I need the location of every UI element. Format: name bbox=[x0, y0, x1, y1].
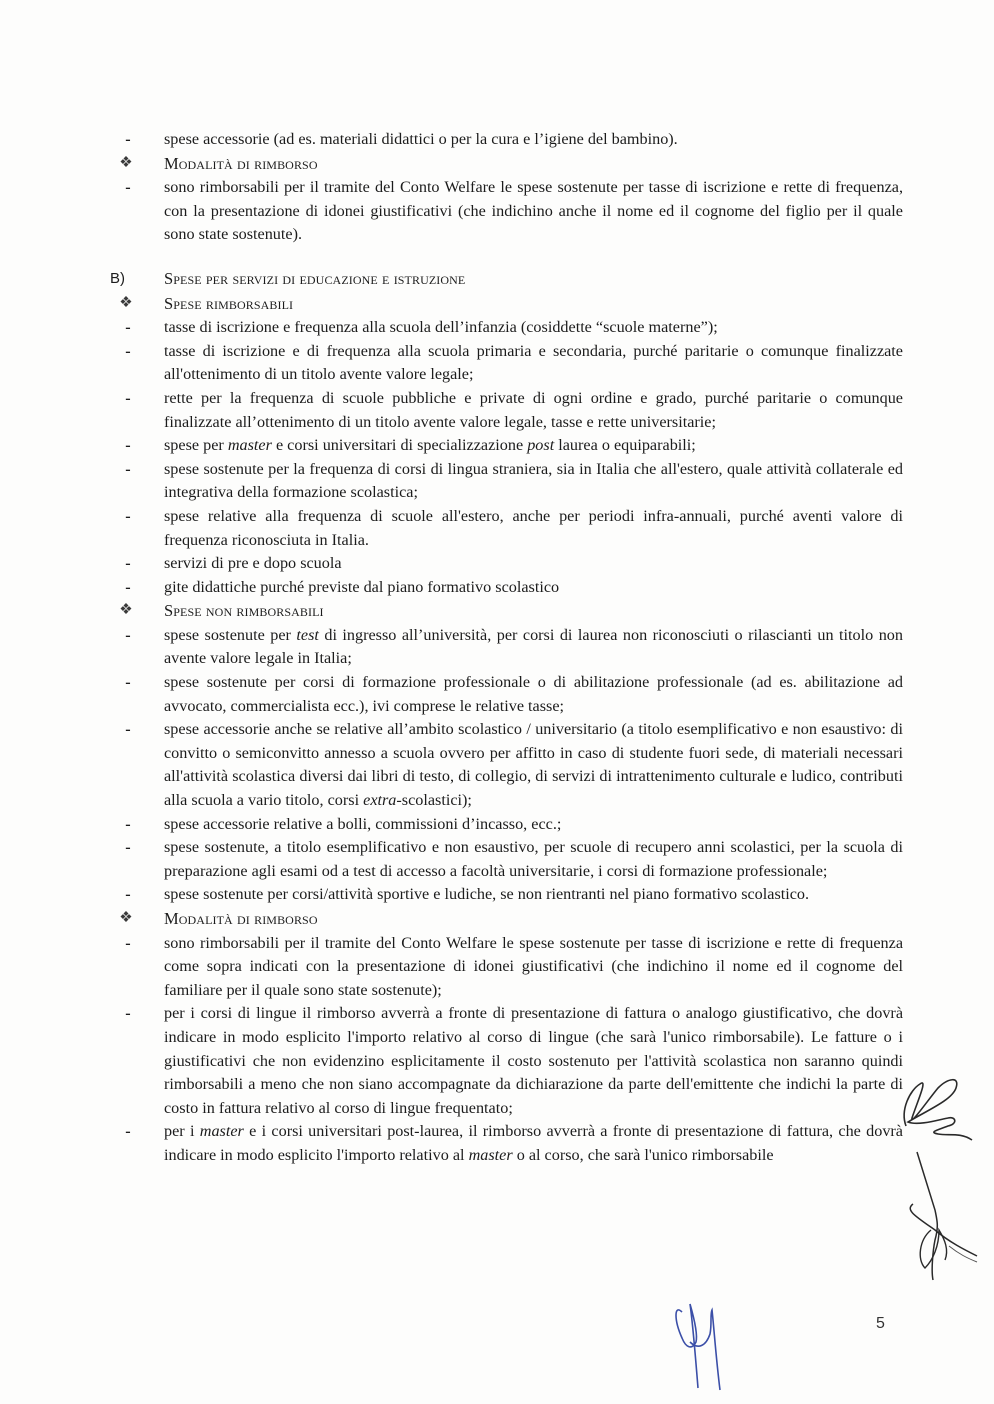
list-item-text: spese accessorie relative a bolli, commissioni d’incasso, ecc.; bbox=[164, 814, 562, 833]
list-item bbox=[118, 932, 903, 1003]
dash-bullet-icon: - bbox=[125, 838, 131, 857]
list-item-text: spese per master e corsi universitari di specializzazione post laurea o equiparabili; bbox=[164, 436, 696, 455]
list-item bbox=[118, 671, 903, 718]
list-item-text: servizi di pre e dopo scuola bbox=[164, 554, 342, 573]
list-item bbox=[118, 883, 903, 907]
list-item bbox=[118, 1120, 903, 1167]
list-item bbox=[118, 813, 903, 837]
page-number: 5 bbox=[876, 1315, 885, 1332]
list-item bbox=[118, 176, 903, 247]
list-item-text: per i master e i corsi universitari post-laurea, il rimborso avverrà a fronte di presentazione di fattura, che dovrà indicare in modo esplicito l'importo relativo al master o al corso, che sarà l'unico rimborsabile bbox=[164, 1122, 903, 1164]
list-item-text: spese sostenute per test di ingresso all’università, per corsi di laurea non riconosciuti o rilascianti un titolo non avente valore legale in Italia; bbox=[164, 625, 903, 668]
list-item-text: spese sostenute, a titolo esemplificativo e non esaustivo, per scuole di recupero anni scolastici, per la scuola di preparazione agli esami od a test di accesso a facoltà universitarie, i corsi di formazione professionale; bbox=[164, 838, 903, 880]
diamond-bullet-icon: ❖ bbox=[119, 602, 133, 619]
list-item-text: gite didattiche purché previste dal piano formativo scolastico bbox=[164, 577, 560, 596]
dash-bullet-icon: - bbox=[125, 506, 131, 525]
list-item bbox=[118, 387, 903, 434]
list-item-text: per i corsi di lingue il rimborso avverrà a fronte di presentazione di fattura o analogo giustificativo, che dovrà indicare in modo esplicito l'importo relativo al corso di lingue (che sarà l'unico rimborsabile). Le fatture o i giustificativi che non evidenzino esplicitamente il costo sostenuto per l'attività scolastica non saranno quindi rimborsabili a meno che non siano accompagnate da dichiarazione da parte dell'emittente che indichi la parte di costo in fattura relativo al corso di lingue frequentato; bbox=[164, 1004, 903, 1117]
heading-text: Modalità di rimborso bbox=[164, 909, 318, 928]
dash-bullet-icon: - bbox=[125, 885, 131, 904]
dash-bullet-icon: - bbox=[125, 341, 131, 360]
list-item bbox=[118, 836, 903, 883]
list-item bbox=[118, 340, 903, 387]
list-item bbox=[118, 718, 903, 812]
list-item-text: spese sostenute per corsi/attività sportive e ludiche, se non rientranti nel piano formativo scolastico. bbox=[164, 885, 810, 904]
signature-initials-black-top bbox=[898, 1070, 978, 1150]
subsection-heading bbox=[118, 599, 903, 624]
dash-bullet-icon: - bbox=[125, 178, 131, 197]
dash-bullet-icon: - bbox=[125, 625, 131, 644]
document-body bbox=[110, 128, 903, 1168]
list-item-text: spese accessorie anche se relative all’ambito scolastico / universitario (a titolo esemplificativo e non esaustivo: di convitto o semiconvitto annesso a scuola ovvero per affitto in caso di studente fuori sede, di materiali necessari all'attività scolastica diversi dai libri di testo, di collegio, di servizi di intrattenimento culturale e ludico, contributi alla scuola a vario titolo, corsi extra-scolastici); bbox=[164, 720, 903, 810]
heading-text: Spese non rimborsabili bbox=[164, 601, 324, 621]
dash-bullet-icon: - bbox=[125, 436, 131, 455]
dash-bullet-icon: - bbox=[125, 459, 131, 478]
dash-bullet-icon: - bbox=[125, 1122, 131, 1141]
section-label: B) bbox=[110, 269, 125, 287]
dash-bullet-icon: - bbox=[125, 933, 131, 952]
dash-bullet-icon: - bbox=[125, 1004, 131, 1023]
list-item-text: sono rimborsabili per il tramite del Conto Welfare le spese sostenute per tasse di iscrizione e rette di frequenza, con la presentazione di idonei giustificativi (che indichino anche il nome ed il cognome del figlio per il quale sono state sostenute). bbox=[164, 178, 903, 244]
list-item bbox=[118, 1002, 903, 1120]
list-item bbox=[118, 505, 903, 552]
diamond-bullet-icon: ❖ bbox=[119, 910, 133, 926]
list-item bbox=[118, 624, 903, 671]
subsection-heading bbox=[118, 152, 903, 177]
list-item bbox=[118, 316, 903, 340]
signature-initials-blue bbox=[668, 1298, 738, 1398]
list-item-text: tasse di iscrizione e di frequenza alla scuola primaria e secondaria, purché paritarie o comunque finalizzate all'ottenimento di un titolo avente valore legale; bbox=[164, 341, 903, 384]
list-item-text: spese relative alla frequenza di scuole all'estero, anche per periodi infra-annuali, purché aventi valore di frequenza riconosciuta in Italia. bbox=[164, 506, 903, 549]
list-item bbox=[118, 434, 903, 458]
dash-bullet-icon: - bbox=[125, 577, 131, 596]
list-item-text: rette per la frequenza di scuole pubbliche e private di ogni ordine e grado, purché paritarie o comunque finalizzate all’ottenimento di un titolo avente valore legale, tasse e rette universitarie; bbox=[164, 388, 903, 431]
list-item-text: sono rimborsabili per il tramite del Conto Welfare le spese sostenute per tasse di iscrizione e rette di frequenza come sopra indicati con la presentazione di idonei giustificativi (che indichino il nome ed il cognome del familiare per il quale sono state sostenute); bbox=[164, 933, 903, 999]
diamond-bullet-icon: ❖ bbox=[119, 154, 133, 171]
list-item bbox=[118, 552, 903, 576]
dash-bullet-icon: - bbox=[125, 388, 131, 407]
list-item bbox=[118, 128, 903, 152]
dash-bullet-icon: - bbox=[125, 673, 131, 692]
subsection-heading bbox=[118, 292, 903, 317]
list-item-text: tasse di iscrizione e frequenza alla scuola dell’infanzia (cosiddette “scuole materne”); bbox=[164, 318, 718, 337]
section-heading bbox=[110, 267, 903, 292]
heading-text: Spese rimborsabili bbox=[164, 293, 294, 313]
list-item-text: spese sostenute per corsi di formazione professionale o di abilitazione professionale (ad es. abilitazione ad avvocato, commercialista ecc.), ivi comprese le relative tasse; bbox=[164, 673, 903, 715]
dash-bullet-icon: - bbox=[125, 130, 131, 148]
dash-bullet-icon: - bbox=[125, 720, 131, 739]
signature-initials-black-bottom bbox=[905, 1150, 985, 1290]
list-item bbox=[118, 576, 903, 600]
dash-bullet-icon: - bbox=[125, 554, 131, 573]
list-item-text: spese sostenute per la frequenza di corsi di lingua straniera, sia in Italia che all'estero, quale attività collaterale ed integrativa della formazione scolastica; bbox=[164, 459, 903, 502]
heading-text: Spese per servizi di educazione e istruzione bbox=[164, 268, 466, 288]
list-item-text: spese accessorie (ad es. materiali didattici o per la cura e l’igiene del bambino). bbox=[164, 130, 678, 148]
heading-text: Modalità di rimborso bbox=[164, 153, 318, 173]
dash-bullet-icon: - bbox=[125, 318, 131, 337]
diamond-bullet-icon: ❖ bbox=[119, 294, 133, 311]
list-item bbox=[118, 458, 903, 505]
dash-bullet-icon: - bbox=[125, 814, 131, 833]
subsection-heading bbox=[118, 907, 903, 932]
